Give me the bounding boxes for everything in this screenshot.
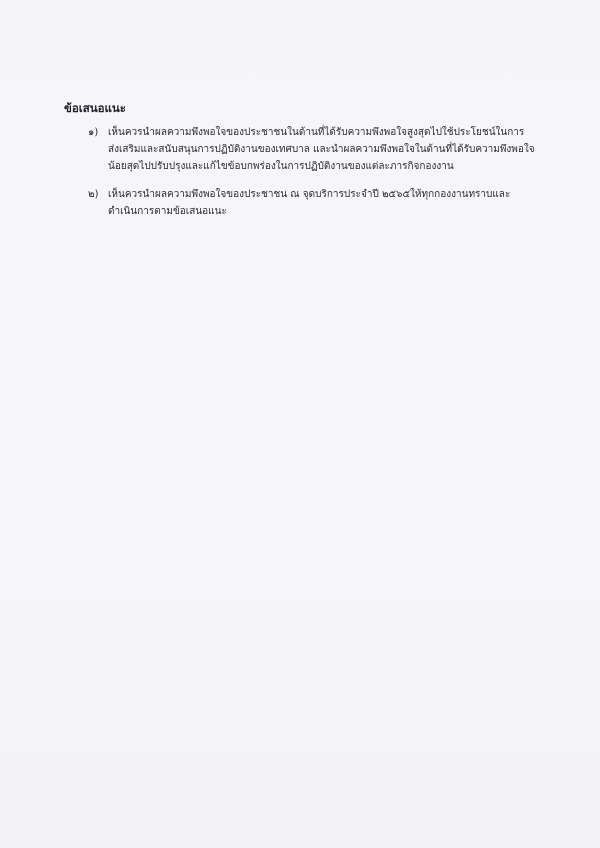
item-text-line: เห็นควรนำผลความพึงพอใจของประชาชนในด้านที่ได้รับความพึงพอใจสูงสุดไปใช้ประโยชน์ในการ: [108, 127, 525, 138]
item-text-line: เห็นควรนำผลความพึงพอใจของประชาชน ณ จุดบริการประจำปี ๒๕๖๕ให้ทุกกองงานทราบและ: [108, 189, 511, 200]
recommendation-item: [88, 186, 548, 220]
item-text-line: ส่งเสริมและสนับสนุนการปฏิบัติงานของเทศบาล และนำผลความพึงพอใจในด้านที่ได้รับความพึงพอใจ: [108, 144, 535, 155]
item-text-line: ดำเนินการตามข้อเสนอแนะ: [108, 206, 227, 217]
item-number: ๑): [88, 127, 99, 138]
item-number: ๒): [88, 189, 99, 200]
recommendation-item: [88, 124, 548, 175]
section-heading: ข้อเสนอแนะ: [64, 101, 126, 115]
item-text-line: น้อยสุดไปปรับปรุงและแก้ไขข้อบกพร่องในการปฏิบัติงานของแต่ละภารกิจกองงาน: [108, 161, 454, 172]
